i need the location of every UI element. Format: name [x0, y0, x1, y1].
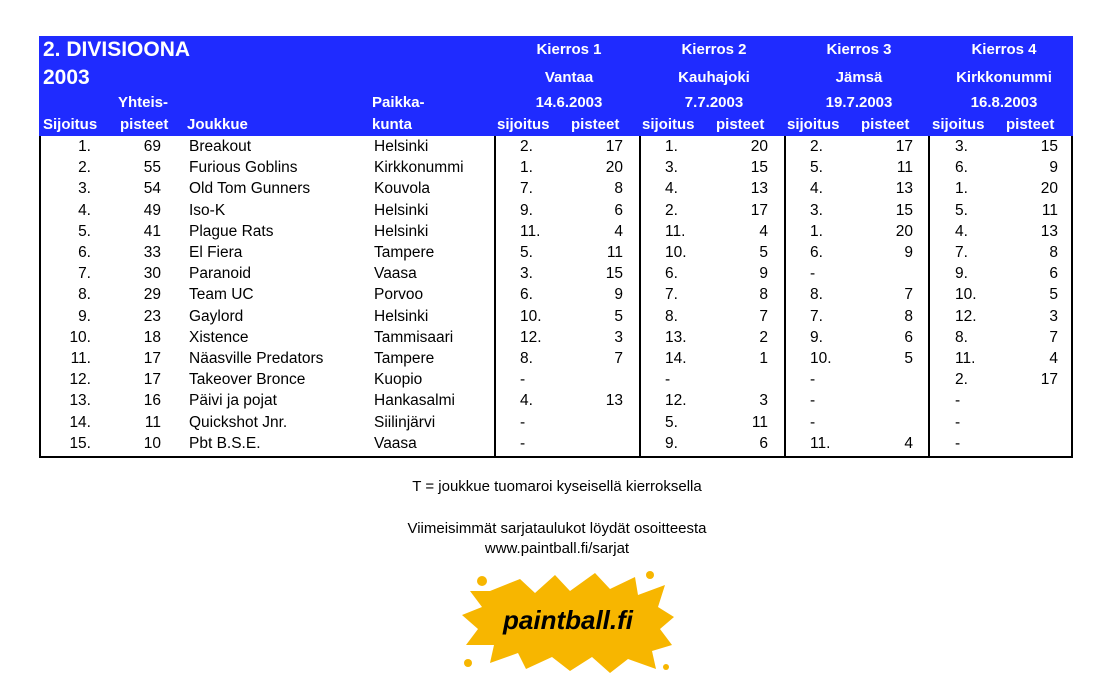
- total-points-cell: 55: [143, 159, 161, 177]
- round-rank-cell: 5.: [810, 159, 823, 177]
- team-cell: Takeover Bronce: [189, 371, 306, 389]
- round-points-cell: 1: [759, 350, 768, 367]
- round-rank-cell: 1.: [955, 180, 968, 198]
- round-points-cell: 17: [750, 201, 768, 219]
- round-2-pisteet-header: pisteet: [716, 116, 765, 133]
- round-points-cell: 8: [1049, 244, 1058, 261]
- logo-text: paintball.fi: [503, 605, 633, 635]
- round-rank-cell: 10.: [810, 350, 832, 367]
- team-cell: Päivi ja pojat: [189, 392, 277, 410]
- round-rank-cell: 6.: [665, 265, 678, 283]
- rank-cell: 2.: [78, 159, 91, 177]
- city-cell: Vaasa: [374, 434, 417, 452]
- header-kunta: kunta: [372, 116, 413, 133]
- round-points-cell: 6: [904, 328, 913, 346]
- round-4-place: Kirkkonummi: [956, 69, 1052, 86]
- rank-cell: 7.: [78, 265, 91, 283]
- city-cell: Tampere: [374, 244, 435, 261]
- round-1-date: 14.6.2003: [535, 94, 603, 111]
- table-body: [39, 136, 1073, 458]
- round-rank-cell: 10.: [955, 286, 977, 304]
- rank-cell: 13.: [69, 392, 91, 410]
- round-rank-cell: 2.: [665, 201, 678, 219]
- team-cell: Plague Rats: [189, 222, 274, 240]
- rank-cell: 8.: [78, 286, 91, 304]
- round-rank-cell: 10.: [665, 244, 687, 261]
- header-pisteet: pisteet: [120, 116, 169, 133]
- rank-cell: 3.: [78, 180, 91, 198]
- round-rank-cell: -: [955, 392, 961, 410]
- round-points-cell: 20: [1040, 180, 1058, 198]
- table-row: [41, 435, 1071, 456]
- total-points-cell: 16: [143, 392, 161, 410]
- table-row: [41, 308, 1071, 329]
- round-points-cell: 11: [751, 413, 768, 431]
- round-rank-cell: -: [810, 392, 816, 410]
- total-points-cell: 29: [143, 286, 161, 304]
- city-cell: Siilinjärvi: [374, 413, 436, 431]
- round-rank-cell: 7.: [810, 307, 823, 325]
- round-4-pisteet-header: pisteet: [1006, 116, 1055, 133]
- round-points-cell: 13: [895, 180, 913, 198]
- paintball-logo: [460, 571, 676, 675]
- round-3-place: Jämsä: [835, 69, 883, 86]
- round-rank-cell: 5.: [955, 201, 968, 219]
- city-cell: Kirkkonummi: [374, 159, 464, 177]
- round-points-cell: 4: [904, 434, 913, 452]
- round-3-name: Kierros 3: [826, 41, 892, 58]
- judge-note: T = joukkue tuomaroi kyseisellä kierroksella: [412, 478, 702, 495]
- round-points-cell: 13: [750, 180, 768, 198]
- round-rank-cell: -: [955, 434, 961, 452]
- round-points-cell: 8: [759, 286, 768, 304]
- round-rank-cell: 6.: [520, 286, 533, 304]
- table-row: [41, 159, 1071, 180]
- team-cell: Paranoid: [189, 265, 252, 283]
- footer-url: www.paintball.fi/sarjat: [484, 540, 630, 557]
- round-points-cell: 15: [895, 201, 913, 219]
- round-rank-cell: 2.: [520, 138, 533, 155]
- rank-cell: 14.: [69, 413, 91, 431]
- round-rank-cell: 2.: [955, 371, 968, 389]
- table-header: [39, 36, 1073, 136]
- round-rank-cell: 3.: [955, 138, 968, 155]
- rank-cell: 6.: [78, 244, 91, 261]
- rank-cell: 11.: [70, 350, 91, 367]
- table-row: [41, 286, 1071, 307]
- round-rank-cell: 12.: [520, 328, 542, 346]
- city-cell: Kouvola: [374, 180, 431, 198]
- round-points-cell: 3: [759, 392, 768, 410]
- round-points-cell: 20: [750, 138, 768, 155]
- city-cell: Helsinki: [374, 307, 429, 325]
- rank-cell: 4.: [78, 201, 91, 219]
- division-title: 2. DIVISIOONA: [43, 38, 191, 61]
- round-points-cell: 4: [1049, 350, 1058, 367]
- round-2-sijoitus-header: sijoitus: [642, 116, 695, 133]
- round-rank-cell: 11.: [810, 434, 831, 452]
- round-rank-cell: 3.: [520, 265, 533, 283]
- round-rank-cell: 8.: [665, 307, 678, 325]
- round-rank-cell: 1.: [810, 222, 823, 240]
- round-rank-cell: -: [810, 371, 816, 389]
- header-sijoitus: Sijoitus: [43, 116, 98, 133]
- round-points-cell: 7: [614, 350, 623, 367]
- round-1-name: Kierros 1: [536, 41, 602, 58]
- round-2-date: 7.7.2003: [684, 94, 744, 111]
- round-points-cell: 11: [896, 159, 913, 177]
- round-rank-cell: 11.: [665, 222, 686, 240]
- total-points-cell: 54: [143, 180, 161, 198]
- total-points-cell: 33: [143, 244, 161, 261]
- round-points-cell: 13: [605, 392, 623, 410]
- round-points-cell: 5: [759, 244, 768, 261]
- table-row: [41, 392, 1071, 413]
- team-cell: Team UC: [189, 286, 254, 304]
- round-rank-cell: -: [520, 434, 526, 452]
- round-points-cell: 5: [1049, 286, 1058, 304]
- total-points-cell: 49: [143, 201, 161, 219]
- round-rank-cell: 7.: [665, 286, 678, 304]
- table-row: [41, 180, 1071, 201]
- round-rank-cell: 9.: [665, 434, 678, 452]
- total-points-cell: 30: [143, 265, 161, 283]
- round-rank-cell: 9.: [520, 201, 533, 219]
- round-points-cell: 6: [1049, 265, 1058, 283]
- round-rank-cell: 6.: [810, 244, 823, 261]
- total-points-cell: 69: [143, 138, 161, 155]
- city-cell: Helsinki: [374, 138, 429, 155]
- team-cell: Furious Goblins: [189, 159, 298, 177]
- round-rank-cell: -: [520, 371, 526, 389]
- rank-cell: 15.: [69, 434, 91, 452]
- round-1-pisteet-header: pisteet: [571, 116, 620, 133]
- city-cell: Tampere: [374, 350, 435, 367]
- rank-cell: 10.: [69, 328, 91, 346]
- round-rank-cell: 4.: [520, 392, 533, 410]
- round-points-cell: 2: [759, 328, 768, 346]
- total-points-cell: 17: [143, 371, 161, 389]
- round-points-cell: 9: [904, 244, 913, 261]
- round-points-cell: 3: [614, 328, 623, 346]
- round-points-cell: 17: [895, 138, 913, 155]
- total-points-cell: 41: [143, 222, 161, 240]
- round-points-cell: 5: [614, 307, 623, 325]
- round-rank-cell: -: [665, 371, 671, 389]
- round-points-cell: 15: [1040, 138, 1058, 155]
- season-year: 2003: [43, 66, 90, 89]
- round-1-sijoitus-header: sijoitus: [497, 116, 550, 133]
- round-points-cell: 9: [614, 286, 623, 304]
- city-cell: Helsinki: [374, 222, 429, 240]
- total-points-cell: 11: [144, 413, 161, 431]
- table-row: [41, 329, 1071, 350]
- city-cell: Hankasalmi: [374, 392, 455, 410]
- round-points-cell: 7: [759, 307, 768, 325]
- round-rank-cell: 8.: [810, 286, 823, 304]
- header-paikka: Paikka-: [372, 94, 425, 111]
- round-points-cell: 3: [1049, 307, 1058, 325]
- round-points-cell: 9: [1049, 159, 1058, 177]
- team-cell: Xistence: [189, 328, 249, 346]
- total-points-cell: 18: [143, 328, 161, 346]
- city-cell: Vaasa: [374, 265, 417, 283]
- table-row: [41, 350, 1071, 371]
- total-points-cell: 10: [143, 434, 161, 452]
- round-rank-cell: 4.: [955, 222, 968, 240]
- round-3-sijoitus-header: sijoitus: [787, 116, 840, 133]
- table-row: [41, 138, 1071, 159]
- round-rank-cell: 10.: [520, 307, 542, 325]
- team-cell: Näasville Predators: [189, 350, 324, 367]
- round-points-cell: 11: [1041, 201, 1058, 219]
- round-rank-cell: 2.: [810, 138, 823, 155]
- round-3-pisteet-header: pisteet: [861, 116, 910, 133]
- city-cell: Kuopio: [374, 371, 423, 389]
- header-yhteis: Yhteis-: [118, 94, 169, 111]
- table-row: [41, 223, 1071, 244]
- round-points-cell: 7: [904, 286, 913, 304]
- rank-cell: 1.: [78, 138, 91, 155]
- city-cell: Porvoo: [374, 286, 424, 304]
- team-cell: Old Tom Gunners: [189, 180, 311, 198]
- round-4-name: Kierros 4: [971, 41, 1037, 58]
- header-joukkue: Joukkue: [187, 116, 248, 133]
- round-points-cell: 9: [759, 265, 768, 283]
- round-points-cell: 17: [1040, 371, 1058, 389]
- round-points-cell: 4: [759, 222, 768, 240]
- table-row: [41, 202, 1071, 223]
- round-points-cell: 17: [605, 138, 623, 155]
- total-points-cell: 17: [143, 350, 161, 367]
- round-rank-cell: 9.: [955, 265, 968, 283]
- round-points-cell: 20: [895, 222, 913, 240]
- round-rank-cell: -: [810, 413, 816, 431]
- round-3-date: 19.7.2003: [825, 94, 893, 111]
- round-2-name: Kierros 2: [681, 41, 747, 58]
- team-cell: Quickshot Jnr.: [189, 413, 288, 431]
- round-rank-cell: 11.: [955, 350, 976, 367]
- round-rank-cell: 3.: [810, 201, 823, 219]
- round-rank-cell: 11.: [520, 222, 541, 240]
- footer-line-1: Viimeisimmät sarjataulukot löydät osoitteesta: [407, 520, 707, 537]
- round-points-cell: 8: [614, 180, 623, 198]
- table-row: [41, 265, 1071, 286]
- round-2-place: Kauhajoki: [678, 69, 750, 86]
- round-4-date: 16.8.2003: [970, 94, 1038, 111]
- round-points-cell: 6: [614, 201, 623, 219]
- round-4-sijoitus-header: sijoitus: [932, 116, 985, 133]
- round-rank-cell: 4.: [665, 180, 678, 198]
- round-rank-cell: 4.: [810, 180, 823, 198]
- round-rank-cell: 6.: [955, 159, 968, 177]
- round-1-place: Vantaa: [544, 69, 594, 86]
- standings-sheet: [39, 36, 1073, 458]
- table-row: [41, 371, 1071, 392]
- round-rank-cell: 5.: [520, 244, 533, 261]
- round-rank-cell: 8.: [520, 350, 533, 367]
- round-rank-cell: 1.: [665, 138, 678, 155]
- round-rank-cell: -: [810, 265, 816, 283]
- round-points-cell: 15: [605, 265, 623, 283]
- city-cell: Tammisaari: [374, 328, 454, 346]
- rank-cell: 5.: [78, 222, 91, 240]
- rank-cell: 9.: [78, 307, 91, 325]
- table-row: [41, 414, 1071, 435]
- round-rank-cell: 5.: [665, 413, 678, 431]
- table-row: [41, 244, 1071, 265]
- team-cell: Pbt B.S.E.: [189, 434, 261, 452]
- round-rank-cell: 12.: [665, 392, 687, 410]
- round-rank-cell: 13.: [665, 328, 687, 346]
- team-cell: El Fiera: [189, 244, 243, 261]
- city-cell: Helsinki: [374, 201, 429, 219]
- total-points-cell: 23: [143, 307, 161, 325]
- round-points-cell: 4: [614, 222, 623, 240]
- round-rank-cell: 9.: [810, 328, 823, 346]
- round-rank-cell: 14.: [665, 350, 687, 367]
- round-points-cell: 20: [605, 159, 623, 177]
- team-cell: Iso-K: [189, 201, 226, 219]
- round-points-cell: 15: [750, 159, 768, 177]
- round-points-cell: 8: [904, 307, 913, 325]
- round-points-cell: 13: [1040, 222, 1058, 240]
- round-rank-cell: -: [955, 413, 961, 431]
- round-points-cell: 6: [759, 434, 768, 452]
- round-rank-cell: 3.: [665, 159, 678, 177]
- team-cell: Breakout: [189, 138, 252, 155]
- team-cell: Gaylord: [189, 307, 244, 325]
- round-rank-cell: 7.: [520, 180, 533, 198]
- round-points-cell: 5: [904, 350, 913, 367]
- round-rank-cell: 8.: [955, 328, 968, 346]
- round-rank-cell: 12.: [955, 307, 977, 325]
- round-rank-cell: 7.: [955, 244, 968, 261]
- round-points-cell: 11: [606, 244, 623, 261]
- round-points-cell: 7: [1049, 328, 1058, 346]
- rank-cell: 12.: [69, 371, 91, 389]
- round-rank-cell: -: [520, 413, 526, 431]
- round-rank-cell: 1.: [520, 159, 533, 177]
